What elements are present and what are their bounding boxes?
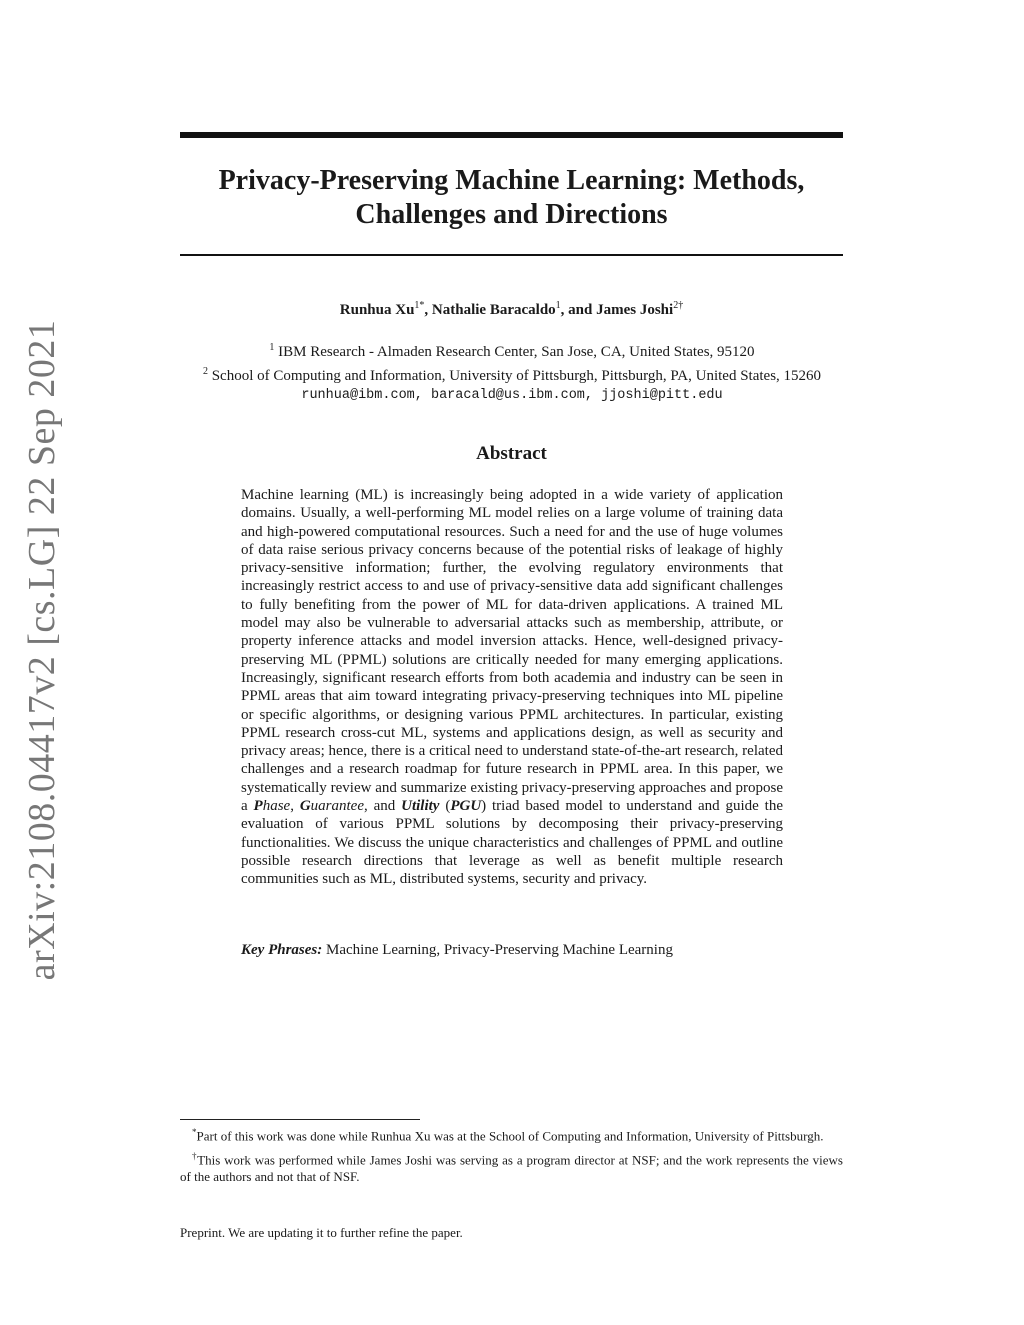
key-phrases-label: Key Phrases: (241, 942, 323, 958)
key-phrases-text: Machine Learning, Privacy-Preserving Machine Learning (326, 942, 673, 958)
phase-initial: P (253, 798, 263, 815)
affiliation-text: School of Computing and Information, University of Pittsburgh, Pittsburgh, PA, United States, 15260 (211, 368, 822, 384)
footnote-text: Part of this work was done while Runhua Xu was at the School of Computing and Information, University of Pittsburgh. (196, 1128, 824, 1144)
author-emails: runhua@ibm.com, baracald@us.ibm.com, jjoshi@pitt.edu (301, 388, 723, 403)
pgu-term: PGU (450, 798, 482, 815)
abstract-text: ) triad based model to understand and guide the evaluation of various PPML solutions by decomposing their privacy-preserving functionalities. We discuss the unique characteristics and challenges of PPML and outline possible research directions that leverage as well as benefit multiple research communities such as ML, distributed systems, security and privacy. (241, 798, 783, 888)
abstract-text: , and (364, 798, 402, 815)
affiliation-line (150, 362, 874, 386)
affiliation-line (150, 338, 874, 362)
arxiv-side-stamp: arXiv:2108.04417v2 [cs.LG] 22 Sep 2021 (21, 319, 63, 981)
author-name: Nathalie Baracaldo (431, 302, 556, 318)
utility-term: Utility (401, 798, 440, 815)
key-phrases (241, 942, 783, 959)
affiliations (150, 338, 874, 405)
phase-rest: hase (262, 798, 291, 815)
abstract-text: ( (439, 798, 451, 815)
affiliation-text: IBM Research - Almaden Research Center, San Jose, CA, United States, 95120 (278, 344, 755, 360)
author-mark: 1 (555, 300, 561, 311)
abstract-text: Machine learning (ML) is increasingly being adopted in a wide variety of application domains. Usually, a well-performing ML model relies on a large volume of training data and high-powered computational resources. Such a need for and the use of huge volumes of data raise serious privacy concerns because of the potential risks of leakage of highly privacy-sensitive information; further, the evolving regulatory environments that increasingly restrict access to and use of privacy-sensitive data add significant challenges to fully benefiting from the power of ML for data-driven applications. A trained ML model may also be vulnerable to adversarial attacks such as membership, attribute, or property inference attacks and model inversion attacks. Hence, well-designed privacy-preserving ML (PPML) solutions are critically needed for many emerging applications. Increasingly, significant research efforts from both academia and industry can be seen in PPML areas that aim toward integrating privacy-preserving techniques into ML pipeline or specific algorithms, or designing various PPML architectures. In particular, existing PPML research cross-cut ML, systems and applications design, as well as security and privacy areas; hence, there is a critical need to understand state-of-the-art research, related challenges and a research roadmap for future research in PPML area. In this paper, we systematically review and summarize existing privacy-preserving approaches and propose a (241, 487, 783, 815)
author-separator: , (424, 302, 432, 318)
footnote (180, 1148, 843, 1185)
footnote-mark: * (192, 1127, 197, 1137)
author-list (180, 300, 843, 319)
title-line-2: Challenges and Directions (355, 199, 668, 230)
author-separator: , and (560, 302, 597, 318)
author-mark: 1* (414, 300, 425, 311)
author-name: James Joshi (596, 302, 674, 318)
guarantee-rest: uarantee (310, 798, 364, 815)
preprint-note: Preprint. We are updating it to further refine the paper. (180, 1225, 463, 1240)
author-name: Runhua Xu (339, 302, 415, 318)
author-mark: 2† (673, 300, 684, 311)
title-top-rule (180, 132, 843, 138)
abstract-text: , (290, 798, 300, 815)
title-bottom-rule (180, 254, 843, 256)
guarantee-initial: G (299, 798, 311, 815)
footnote-rule (180, 1119, 420, 1120)
paper-title (180, 164, 843, 232)
footnote-mark: † (192, 1150, 198, 1161)
abstract-heading: Abstract (476, 443, 547, 464)
footnote-text: This work was performed while James Joshi was serving as a program director at NSF; and the work represents the views of the authors and not that of NSF. (180, 1152, 843, 1184)
title-line-1: Privacy-Preserving Machine Learning: Methods, (218, 165, 805, 196)
footnote (180, 1124, 843, 1145)
abstract-body (241, 486, 783, 889)
affiliation-mark: 1 (269, 342, 275, 353)
footnotes (180, 1124, 843, 1188)
affiliation-mark: 2 (202, 366, 208, 377)
